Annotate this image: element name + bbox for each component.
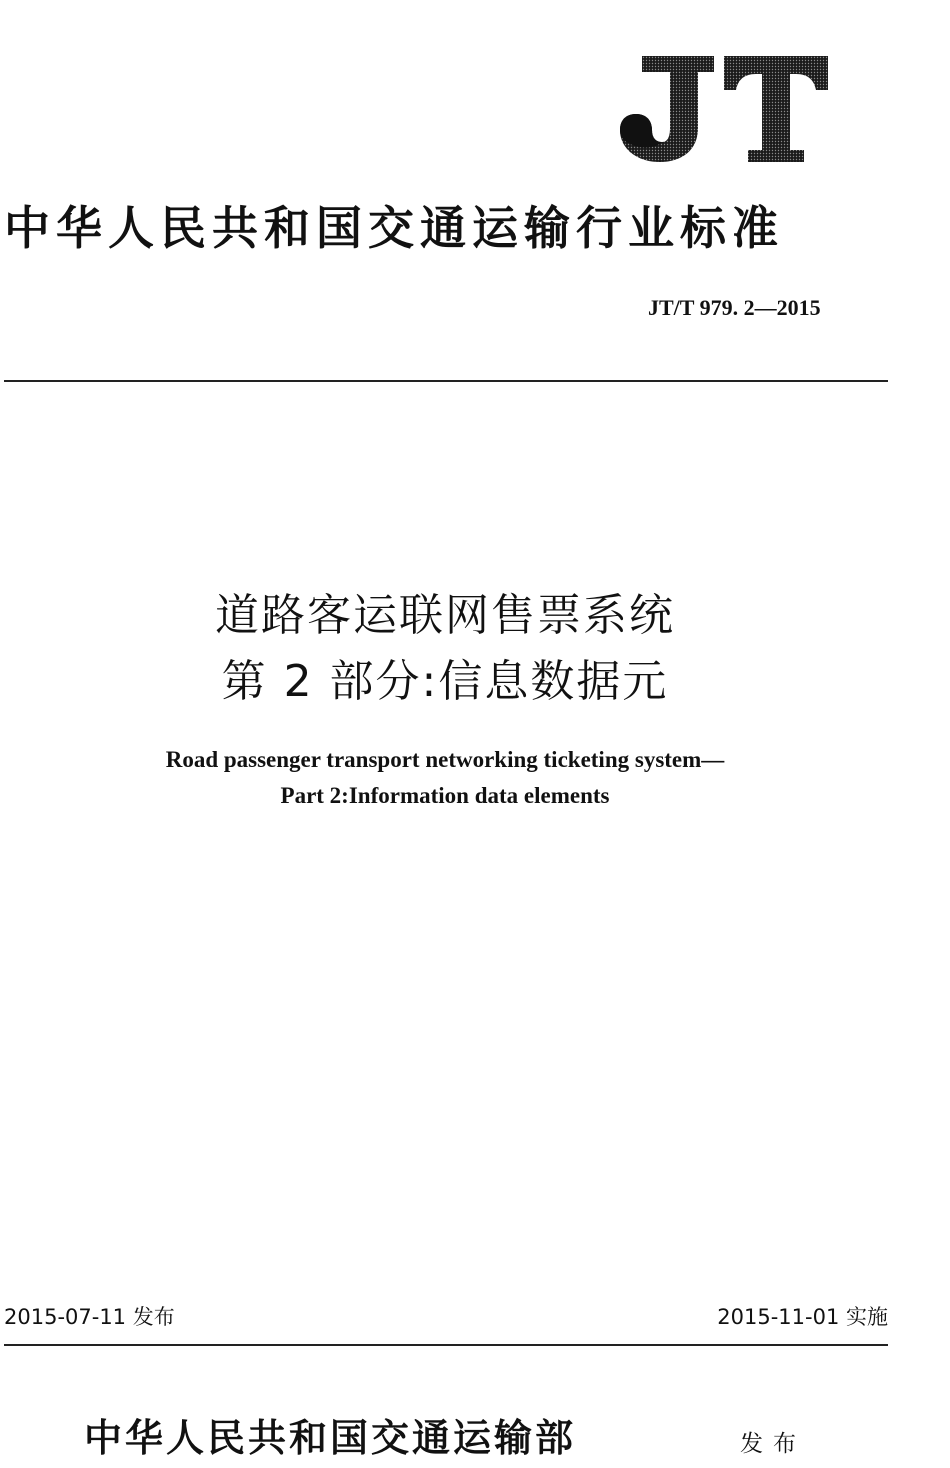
issuing-authority: 中华人民共和国交通运输部 <box>84 1415 577 1460</box>
issue-date: 2015-07-11 发布 <box>4 1305 175 1329</box>
jt-logo-icon <box>612 50 834 166</box>
issuing-label: 发布 <box>740 1431 806 1457</box>
header-divider <box>4 380 888 382</box>
footer-divider <box>4 1344 888 1346</box>
standard-number: JT/T 979. 2—2015 <box>648 295 821 320</box>
implementation-date: 2015-11-01 实施 <box>717 1305 888 1329</box>
standard-category-title: 中华人民共和国交通运输行业标准 <box>4 201 784 255</box>
document-title-en-line2: Part 2:Information data elements <box>280 783 610 808</box>
document-title-cn-line2: 第 2 部分:信息数据元 <box>221 656 669 707</box>
document-title-cn-line1: 道路客运联网售票系统 <box>215 590 675 641</box>
document-title-en-line1: Road passenger transport networking ticketing system— <box>165 747 725 772</box>
